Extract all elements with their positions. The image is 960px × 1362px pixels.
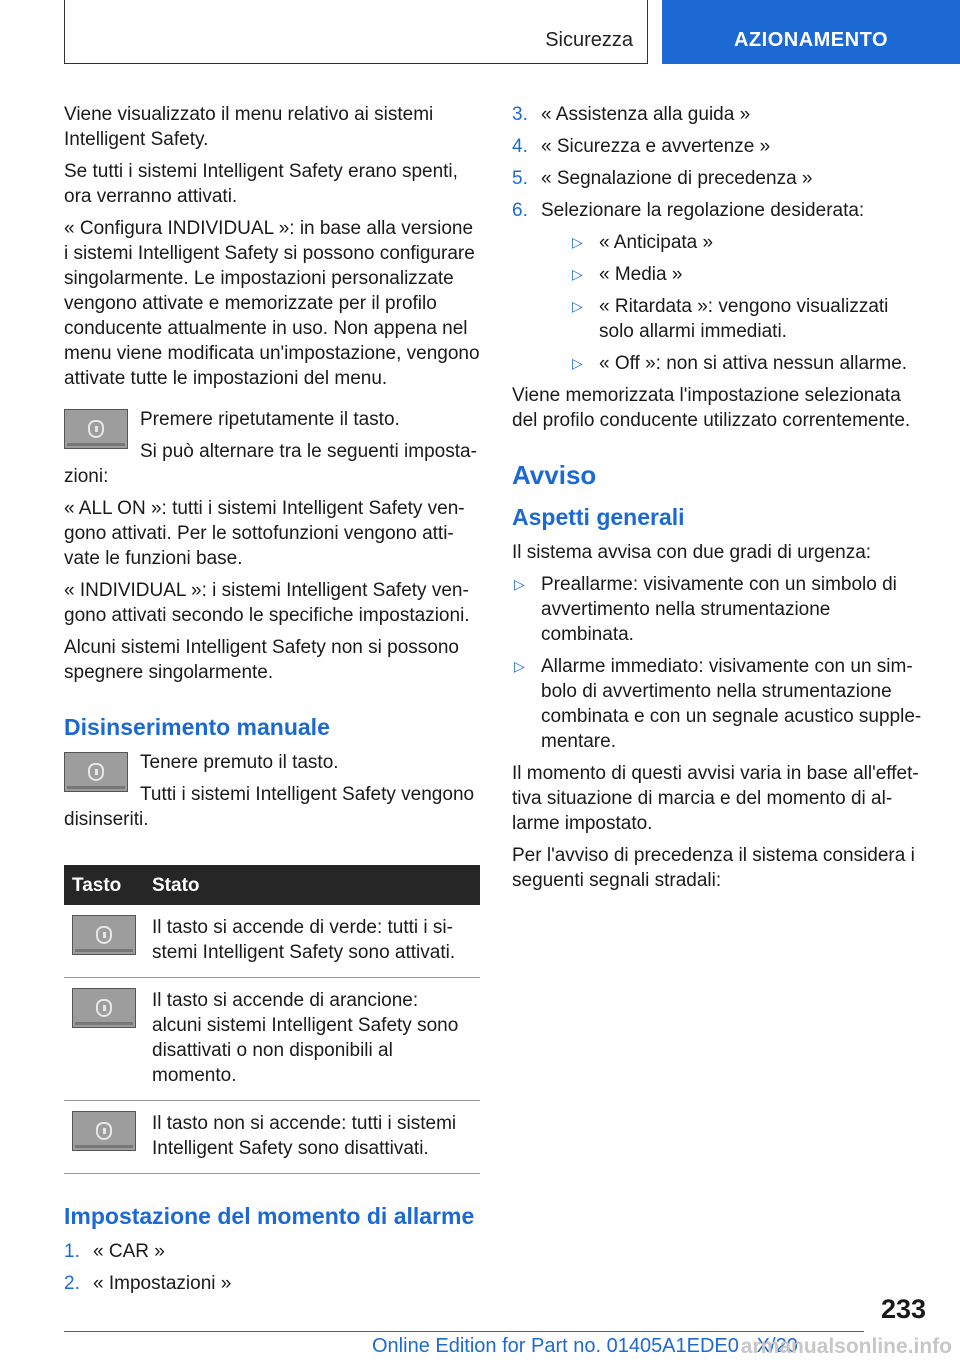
step-number: 1. bbox=[64, 1241, 80, 1262]
intelligent-safety-key-icon bbox=[64, 752, 128, 792]
paragraph: « Configura INDIVIDUAL »: in base alla versione i sistemi Intelligent Safety si possono configurare singolarmente. Le impostazioni personalizzate vengono attivate e memorizzate per il profilo conducente attualmente in uso. Non appena nel menu viene modificata un'impostazione, vengono attivate tutte le impostazioni del menu. bbox=[64, 218, 480, 389]
list-item: ▷ Allarme immediato: visivamente con un simbolo di avvertimento nella strumentazione combinata e con un segnale acustico supplementare. bbox=[514, 656, 922, 752]
header-left-box bbox=[64, 0, 648, 64]
list-item bbox=[512, 166, 928, 191]
instruction-text: Premere ripetutamente il tasto. bbox=[140, 409, 400, 430]
key-off-icon bbox=[72, 1111, 136, 1151]
table-row bbox=[64, 1101, 480, 1174]
key-orange-icon bbox=[72, 988, 136, 1028]
triangle-bullet-icon: ▷ bbox=[572, 234, 583, 250]
key-instruction bbox=[64, 750, 480, 839]
left-column bbox=[64, 102, 480, 1303]
page-number: 233 bbox=[880, 1294, 926, 1324]
list-item bbox=[512, 134, 928, 159]
paragraph: « INDIVIDUAL »: i sistemi Intelligent Safety vengono attivati secondo le specifiche impostazioni. bbox=[64, 580, 470, 626]
list-item bbox=[512, 198, 928, 376]
triangle-bullet-icon: ▷ bbox=[514, 658, 525, 674]
watermark: armanualsonline.info bbox=[740, 1335, 952, 1358]
list-item: ▷ « Media » bbox=[572, 264, 683, 285]
key-instruction bbox=[64, 407, 480, 496]
key-state-table bbox=[64, 865, 480, 1174]
footer-divider bbox=[64, 1331, 864, 1332]
paragraph: Viene memorizzata l'impostazione selezionata del profilo conducente utilizzato correntemente. bbox=[512, 385, 911, 431]
section-heading: Impostazione del momento di allarme bbox=[64, 1203, 475, 1229]
paragraph: Viene visualizzato il menu relativo ai sistemi Intelligent Safety. bbox=[64, 104, 434, 150]
paragraph: « ALL ON »: tutti i sistemi Intelligent Safety vengono attivati. Per le sottofunzioni vengono attivate le funzioni base. bbox=[64, 498, 465, 569]
table-cell-state: Il tasto si accende di arancione: alcuni sistemi Intelligent Safety sono disattivati o non disponibili al momento. bbox=[144, 978, 480, 1101]
right-column bbox=[512, 102, 928, 900]
section-heading: Aspetti generali bbox=[512, 504, 685, 530]
paragraph: Per l'avviso di precedenza il sistema considera i seguenti segnali stradali: bbox=[512, 845, 915, 891]
intelligent-safety-key-icon bbox=[64, 409, 128, 449]
step-text: « Impostazioni » bbox=[93, 1273, 232, 1294]
option-list bbox=[541, 230, 928, 376]
table-cell-state: Il tasto non si accende: tutti i sistemi Intelligent Safety sono disattivati. bbox=[144, 1101, 480, 1174]
step-text: « Sicurezza e avvertenze » bbox=[541, 136, 771, 157]
step-number: 6. bbox=[512, 200, 528, 221]
chapter-tab[interactable] bbox=[662, 0, 960, 64]
chapter-title: AZIONAMENTO bbox=[733, 28, 888, 51]
table-header-state: Stato bbox=[144, 865, 480, 905]
step-text: « CAR » bbox=[93, 1241, 165, 1262]
section-title: Sicurezza bbox=[545, 29, 633, 51]
step-number: 4. bbox=[512, 136, 528, 157]
paragraph: Il sistema avvisa con due gradi di urgenza: bbox=[512, 542, 872, 563]
paragraph: Se tutti i sistemi Intelligent Safety erano spenti, ora verranno attivati. bbox=[64, 161, 458, 207]
step-text: « Assistenza alla guida » bbox=[541, 104, 751, 125]
paragraph: Il momento di questi avvisi varia in base all'effettiva situazione di marcia e del momento di allarme impostato. bbox=[512, 763, 919, 834]
list-item bbox=[64, 1271, 480, 1296]
key-green-icon bbox=[72, 915, 136, 955]
table-row bbox=[64, 905, 480, 978]
paragraph: Alcuni sistemi Intelligent Safety non si possono spegnere singolarmente. bbox=[64, 637, 459, 683]
instruction-text: Tenere premuto il tasto. bbox=[140, 752, 339, 773]
step-number: 2. bbox=[64, 1273, 80, 1294]
triangle-bullet-icon: ▷ bbox=[572, 355, 583, 371]
list-item: ▷ Preallarme: visivamente con un simbolo di avvertimento nella strumentazione combinata. bbox=[514, 574, 897, 645]
instruction-text: Tutti i sistemi Intelligent Safety vengono disinseriti. bbox=[64, 784, 475, 830]
section-heading: Disinserimento manuale bbox=[64, 714, 330, 740]
warning-level-list bbox=[512, 572, 928, 754]
list-item: ▷ « Off »: non si attiva nessun allarme. bbox=[572, 353, 908, 374]
step-text: « Segnalazione di precedenza » bbox=[541, 168, 813, 189]
step-number: 5. bbox=[512, 168, 528, 189]
table-row bbox=[64, 978, 480, 1101]
list-item bbox=[512, 102, 928, 127]
instruction-text: Si può alternare tra le seguenti impostazioni: bbox=[64, 441, 477, 487]
table-header-key: Tasto bbox=[64, 865, 144, 905]
step-text: Selezionare la regolazione desiderata: bbox=[541, 200, 865, 221]
table-cell-state: Il tasto si accende di verde: tutti i sistemi Intelligent Safety sono attivati. bbox=[144, 905, 480, 978]
list-item: ▷ « Anticipata » bbox=[572, 232, 714, 253]
triangle-bullet-icon: ▷ bbox=[572, 266, 583, 282]
step-number: 3. bbox=[512, 104, 528, 125]
triangle-bullet-icon: ▷ bbox=[572, 298, 583, 314]
edition-note: Online Edition for Part no. 01405A1EDE0 - X/20 bbox=[372, 1335, 798, 1357]
list-item: ▷ « Ritardata »: vengono visualizzati solo allarmi immediati. bbox=[572, 296, 889, 342]
list-item bbox=[64, 1239, 480, 1264]
step-list bbox=[512, 102, 928, 376]
triangle-bullet-icon: ▷ bbox=[514, 576, 525, 592]
step-list bbox=[64, 1239, 480, 1296]
chapter-heading: Avviso bbox=[512, 460, 597, 490]
